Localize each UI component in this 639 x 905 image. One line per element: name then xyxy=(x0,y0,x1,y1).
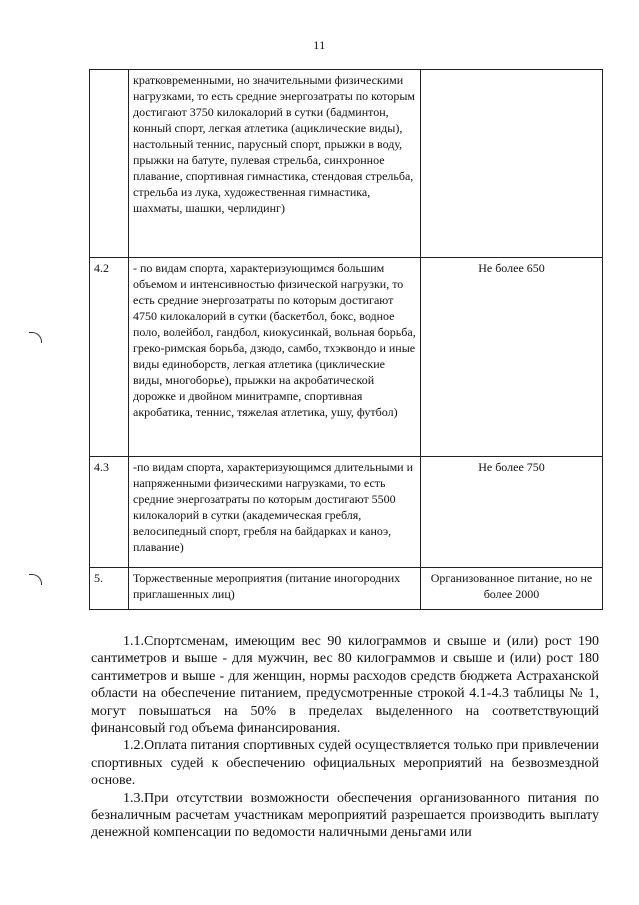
row-limit: Не более 650 xyxy=(421,258,603,457)
table-row xyxy=(90,258,603,457)
paragraph-1-3: 1.3.При отсутствии возможности обеспечения организованного питания по безналичным расчетам участникам мероприятий разрешается производить выплату денежной компенсации по ведомости наличными деньгами или xyxy=(91,790,599,841)
page-number: 11 xyxy=(313,38,326,52)
row-description: кратковременными, но значительными физическими нагрузками, то есть средние энергозатраты по которым достигают 3750 килокалорий в сутки (бадминтон, конный спорт, легкая атлетика (ациклические виды), настольный теннис, парусный спорт, прыжки в воду, прыжки на батуте, пулевая стрельба, синхронное плавание, спортивная гимнастика, стендовая стрельба, стрельба из лука, художественная гимнастика, шахматы, шашки, черлидинг) xyxy=(129,70,421,258)
row-number: 5. xyxy=(90,568,129,610)
row-description: - по видам спорта, характеризующимся большим объемом и интенсивностью физической нагрузки, то есть средние энергозатраты по которым достигают 4750 килокалорий в сутки (баскетбол, бокс, водное поло, волейбол, гандбол, киокусинкай, вольная борьба, греко-римская борьба, дзюдо, самбо, тхэквондо и иные виды единоборств, легкая атлетика (циклические виды, многоборье), прыжки на акробатической дорожке и двойном минитрампе, спортивная акробатика, теннис, тяжелая атлетика, ушу, футбол) xyxy=(129,258,421,457)
paragraph-1-1: 1.1.Спортсменам, имеющим вес 90 килограммов и свыше и (или) рост 190 сантиметров и выше - для мужчин, вес 80 килограммов и свыше и (или) рост 180 сантиметров и выше - для женщин, нормы расходов средств бюджета Астраханской области на обеспечение питанием, предусмотренные строкой 4.1-4.3 таблицы № 1, могут повышаться на 50% в пределах выделенного на соответствующий финансовый год объема финансирования. xyxy=(91,634,599,737)
row-number xyxy=(90,70,129,258)
row-description: -по видам спорта, характеризующимся длительными и напряженными физическими нагрузками, то есть средние энергозатраты по которым достигают 5500 килокалорий в сутки (академическая гребля, велосипедный спорт, гребля на байдарках и каноэ, плавание) xyxy=(129,457,421,568)
table-row xyxy=(90,70,603,258)
margin-pen-mark xyxy=(29,574,42,585)
margin-pen-mark xyxy=(29,332,42,343)
row-number: 4.2 xyxy=(90,258,129,457)
body-text xyxy=(91,633,599,842)
row-number: 4.3 xyxy=(90,457,129,568)
row-limit: Не более 750 xyxy=(421,457,603,568)
row-limit xyxy=(421,70,603,258)
table-row xyxy=(90,457,603,568)
row-limit: Организованное питание, но не более 2000 xyxy=(421,568,603,610)
table-row xyxy=(90,568,603,610)
paragraph-1-2: 1.2.Оплата питания спортивных судей осуществляется только при привлечении спортивных судей к обеспечению официальных мероприятий на безвозмездной основе. xyxy=(91,738,599,789)
nutrition-norms-table xyxy=(89,69,603,610)
row-description: Торжественные мероприятия (питание иногородних приглашенных лиц) xyxy=(129,568,421,610)
